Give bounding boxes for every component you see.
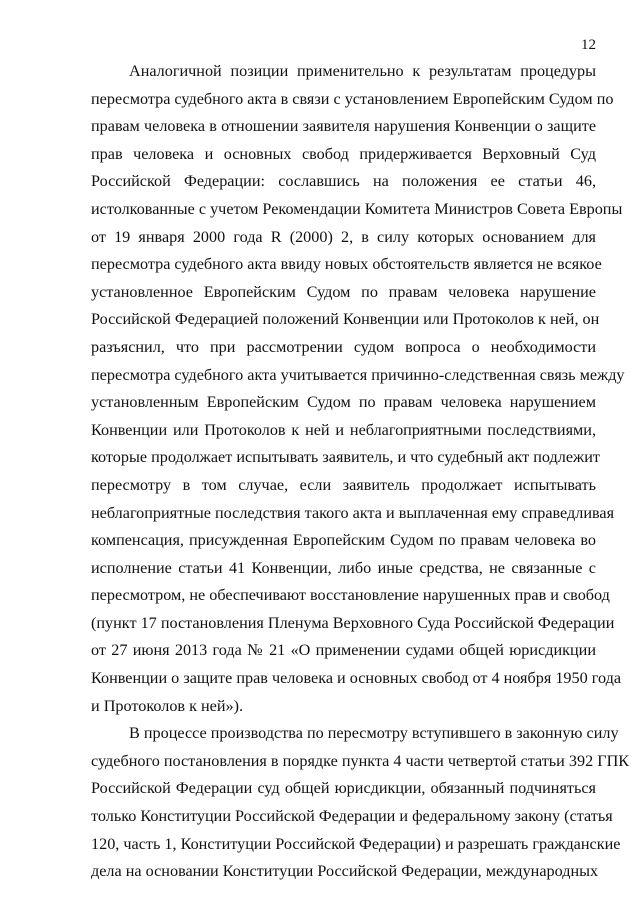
text-line: Российской Федерации суд общей юрисдикции, обязанный подчиняться [91, 779, 596, 798]
text-line: пересмотром, не обеспечивают восстановление нарушенных прав и свобод [91, 586, 610, 605]
text-line: установленное Европейским Судом по правам человека нарушение [91, 282, 596, 301]
text-line: только Конституции Российской Федерации и федеральному закону (статья [91, 807, 613, 826]
text-line: компенсация, присужденная Европейским Судом по правам человека во [91, 531, 596, 550]
text-line: разъяснил, что при рассмотрении судом вопроса о необходимости [91, 337, 596, 356]
page-number: 12 [581, 37, 596, 53]
text-line: от 27 июня 2013 года № 21 «О применении судами общей юрисдикции [91, 641, 596, 660]
text-line: Российской Федерацией положений Конвенции или Протоколов к ней, он [91, 310, 600, 329]
text-line: неблагоприятные последствия такого акта и выплаченная ему справедливая [91, 503, 615, 522]
text-line: 120, часть 1, Конституции Российской Федерации) и разрешать гражданские [91, 834, 621, 853]
document-body [91, 58, 630, 886]
text-line: установленным Европейским Судом по правам человека нарушением [91, 393, 596, 412]
text-line: (пункт 17 постановления Пленума Верховного Суда Российской Федерации [91, 613, 615, 632]
text-line: пересмотра судебного акта учитывается причинно-следственная связь между [91, 365, 625, 384]
text-line: и Протоколов к ней»). [91, 696, 244, 715]
text-line: от 19 января 2000 года R (2000) 2, в силу которых основанием для [91, 227, 596, 246]
text-line: судебного постановления в порядке пункта 4 части четвертой статьи 392 ГПК [91, 751, 630, 770]
text-line: исполнение статьи 41 Конвенции, либо иные средства, не связанные с [91, 558, 596, 577]
text-line: В процессе производства по пересмотру вступившего в законную силу [129, 724, 619, 743]
text-line: правам человека в отношении заявителя нарушения Конвенции о защите [91, 117, 596, 136]
paragraph-2 [91, 720, 630, 886]
text-line: которые продолжает испытывать заявитель, и что судебный акт подлежит [91, 448, 600, 467]
text-line: пересмотру в том случае, если заявитель продолжает испытывать [91, 475, 596, 494]
text-line: дела на основании Конституции Российской Федерации, международных [91, 862, 599, 881]
paragraph-1 [91, 58, 625, 720]
text-line: Конвенции о защите прав человека и основных свобод от 4 ноября 1950 года [91, 669, 622, 688]
text-line: Конвенции или Протоколов к ней и неблагоприятными последствиями, [91, 420, 596, 439]
text-line: пересмотра судебного акта в связи с установлением Европейским Судом по [91, 89, 614, 108]
text-line: прав человека и основных свобод придерживается Верховный Суд [91, 144, 596, 163]
text-line: пересмотра судебного акта ввиду новых обстоятельств является не всякое [91, 255, 602, 274]
text-line: истолкованные с учетом Рекомендации Комитета Министров Совета Европы [91, 199, 623, 218]
text-line: Российской Федерации: сославшись на положения ее статьи 46, [91, 172, 596, 191]
text-line: Аналогичной позиции применительно к результатам процедуры [129, 62, 596, 80]
